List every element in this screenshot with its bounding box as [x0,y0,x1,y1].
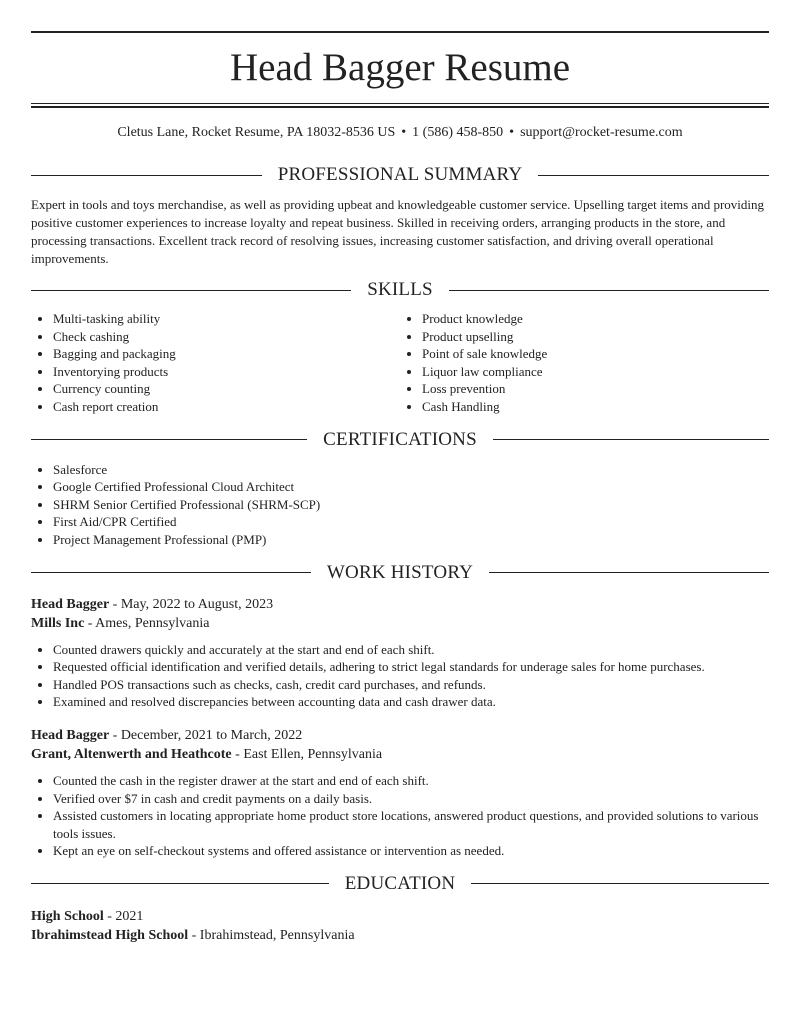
certifications-heading-label: CERTIFICATIONS [323,428,477,450]
certification-item: • SHRM Senior Certified Professional (SHRM-SCP) [53,496,769,514]
job-title: Head Bagger [31,596,110,612]
skill-item: • Point of sale knowledge [422,345,769,363]
heading-rule [31,175,262,176]
summary-heading-label: PROFESSIONAL SUMMARY [277,164,523,185]
skill-item: • Cash Handling [422,398,769,416]
job-company-line [31,745,769,764]
education-heading [31,869,769,899]
job-company-line [31,614,769,633]
job-bullet: • Assisted customers in locating appropriate home product store locations, answered product questions, and provided solutions to various tools issues. [53,807,769,842]
job-dates: - December, 2021 to March, 2022 [109,727,303,743]
job-company: Grant, Altenwerth and Heathcote [31,746,232,762]
job-bullet: • Requested official identification and verified details, adhering to strict legal standards for underage sales for home purchases. [53,658,769,676]
skills-columns [31,310,769,416]
job-dates: - May, 2022 to August, 2023 [109,596,274,612]
education-degree: High School [31,908,104,924]
heading-rule [493,439,769,440]
education-heading-label: EDUCATION [344,872,456,894]
skill-item: • Inventorying products [53,363,400,381]
heading-rule [31,290,351,291]
skill-item: • Product upselling [422,328,769,346]
work-heading-label: WORK HISTORY [326,561,474,583]
heading-rule [471,883,769,884]
skill-item: • Cash report creation [53,398,400,416]
education-location: - Ibrahimstead, Pennsylvania [188,927,355,943]
certification-item: • First Aid/CPR Certified [53,513,769,531]
certification-item: • Project Management Professional (PMP) [53,531,769,549]
job-entry [31,595,769,711]
skill-item: • Currency counting [53,380,400,398]
heading-rule [31,883,329,884]
job-bullets [31,772,769,860]
job-bullet: • Kept an eye on self-checkout systems and offered assistance or intervention as needed. [53,842,769,860]
contact-separator: • [509,125,515,140]
contact-email: support@rocket-resume.com [520,125,683,140]
resume-page [31,0,769,945]
title-double-rule [31,103,769,108]
job-bullet: • Handled POS transactions such as checks, cash, credit card purchases, and refunds. [53,676,769,694]
heading-rule [449,290,769,291]
contact-phone: 1 (586) 458-850 [412,125,504,140]
contact-separator: • [401,125,407,140]
job-bullet: • Examined and resolved discrepancies between accounting data and cash drawer data. [53,693,769,711]
job-title-line [31,595,769,614]
job-entry [31,726,769,860]
heading-rule [31,572,311,573]
skills-heading [31,275,769,305]
skills-heading-label: SKILLS [367,279,433,300]
job-bullet: • Counted drawers quickly and accurately at the start and end of each shift. [53,641,769,659]
job-bullet: • Verified over $7 in cash and credit payments on a daily basis. [53,790,769,808]
certifications-list [31,461,769,549]
contact-line [31,125,769,143]
summary-heading [31,160,769,190]
skill-item: • Bagging and packaging [53,345,400,363]
certifications-heading [31,425,769,455]
skills-list-right [400,310,769,416]
job-company: Mills Inc [31,615,85,631]
skill-item: • Multi-tasking ability [53,310,400,328]
heading-rule [489,572,769,573]
job-title-line [31,726,769,745]
job-title: Head Bagger [31,727,110,743]
skill-item: • Liquor law compliance [422,363,769,381]
work-heading [31,558,769,588]
heading-rule [538,175,769,176]
certification-item: • Salesforce [53,461,769,479]
skill-item: • Product knowledge [422,310,769,328]
job-location: - Ames, Pennsylvania [84,615,210,631]
summary-text: Expert in tools and toys merchandise, as well as providing upbeat and knowledgeable customer service. Upselling target items and providing positive customer experiences to increase loyalty and repeat business. Skilled in receiving orders, arranging products in the store, and processing transactions. Excellent track record of resolving issues, increasing customer satisfaction, and driving overall operational improvements. [31,197,764,266]
job-bullets [31,641,769,711]
education-school-line [31,926,769,945]
resume-title: Head Bagger Resume [229,46,571,89]
education-school: Ibrahimstead High School [31,927,189,943]
job-bullet: • Counted the cash in the register drawer at the start and end of each shift. [53,772,769,790]
education-year: - 2021 [103,908,144,924]
contact-address: Cletus Lane, Rocket Resume, PA 18032-8536 US [117,125,396,140]
education-degree-line [31,907,769,926]
skill-item: • Check cashing [53,328,400,346]
skill-item: • Loss prevention [422,380,769,398]
job-location: - East Ellen, Pennsylvania [231,746,383,762]
heading-rule [31,439,307,440]
education-entry [31,907,769,945]
skills-list-left [31,310,400,416]
certification-item: • Google Certified Professional Cloud Architect [53,478,769,496]
